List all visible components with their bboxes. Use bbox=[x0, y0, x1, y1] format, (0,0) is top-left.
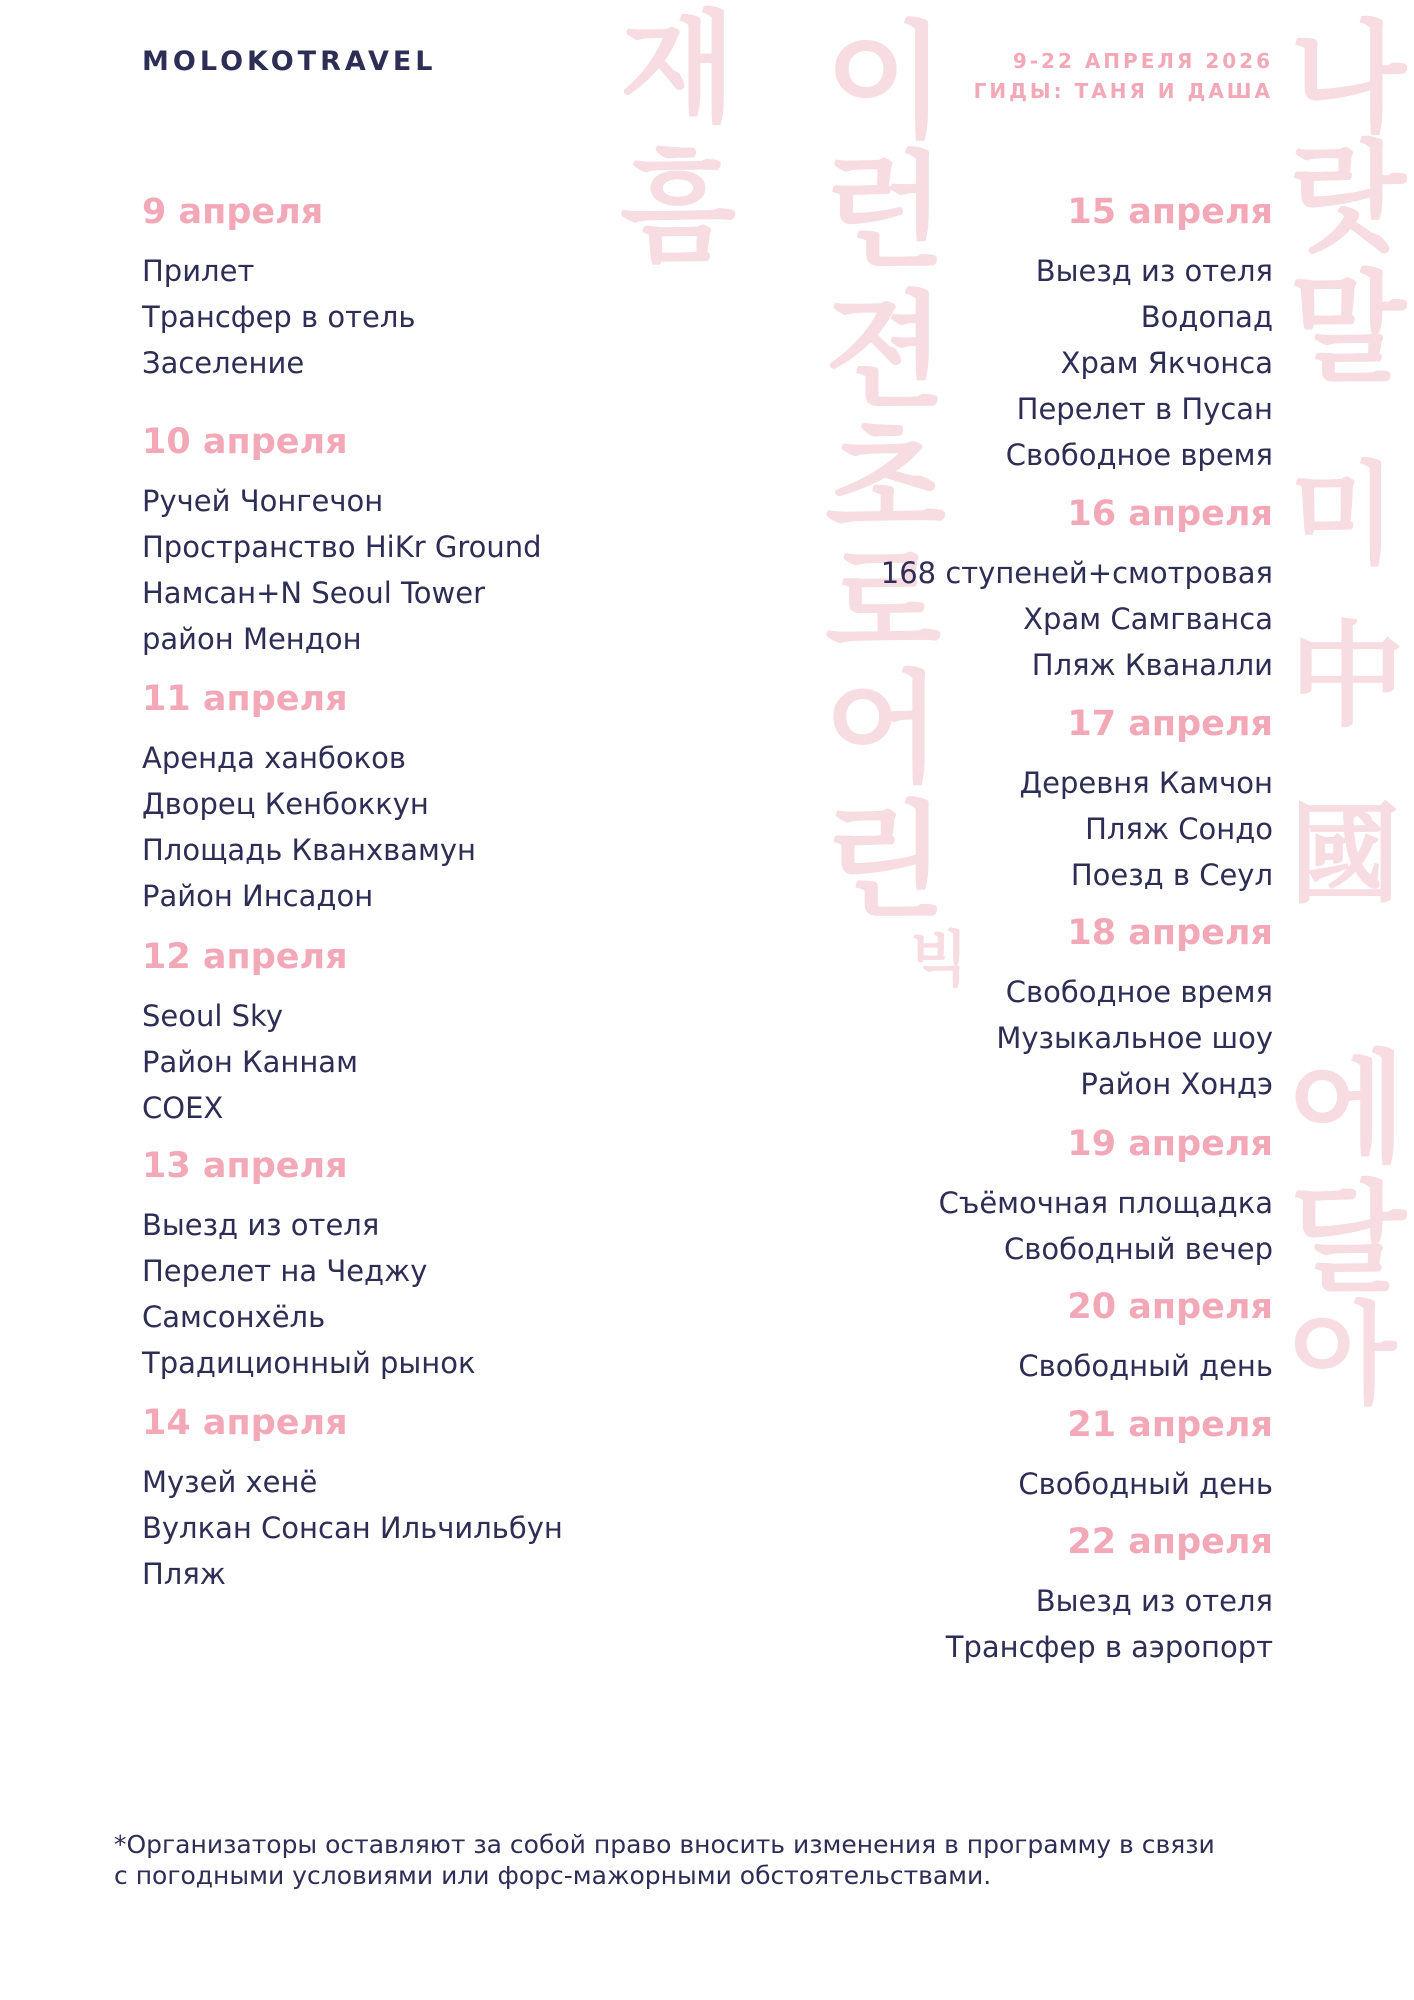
day-item: Пространство HiKr Ground bbox=[142, 530, 542, 564]
watermark-glyph: 이 bbox=[825, 10, 946, 155]
day-item: Музей хенё bbox=[142, 1465, 318, 1499]
day-item: Пляж Сондо bbox=[1085, 812, 1273, 846]
day-title: 17 апреля bbox=[1067, 704, 1273, 744]
day-title: 13 апреля bbox=[142, 1146, 348, 1186]
day-item: Ручей Чонгечон bbox=[142, 484, 384, 518]
day-block bbox=[713, 190, 1273, 478]
day-block bbox=[142, 1401, 662, 1597]
day-item: Храм Якчонса bbox=[1060, 346, 1273, 380]
footnote-line: с погодными условиями или форс-мажорными обстоятельствами. bbox=[114, 1861, 992, 1890]
footnote-line: *Организаторы оставляют за собой право вносить изменения в программу в связи bbox=[114, 1830, 1215, 1859]
day-item: Свободное время bbox=[1005, 975, 1273, 1009]
day-item: Съёмочная площадка bbox=[938, 1186, 1273, 1220]
watermark-glyph: 나 bbox=[1290, 10, 1406, 149]
day-item: район Мендон bbox=[142, 622, 362, 656]
day-item: Аренда ханбоков bbox=[142, 741, 406, 775]
day-block bbox=[142, 420, 662, 662]
day-block bbox=[713, 911, 1273, 1107]
watermark-glyph: 초 bbox=[825, 410, 946, 555]
day-block bbox=[142, 190, 662, 386]
watermark-glyph: 아 bbox=[1290, 1291, 1397, 1419]
day-item: Район Каннам bbox=[142, 1045, 358, 1079]
tour-guides: ГИДЫ: ТАНЯ И ДАША bbox=[973, 79, 1273, 103]
watermark-glyph: 린 bbox=[825, 790, 946, 935]
watermark-glyph: 흠 bbox=[620, 140, 736, 279]
day-item: Seoul Sky bbox=[142, 999, 283, 1033]
day-item: Выезд из отеля bbox=[1035, 1584, 1273, 1618]
day-item: Традиционный рынок bbox=[142, 1346, 476, 1380]
day-title: 11 апреля bbox=[142, 679, 348, 719]
watermark-glyph: 미 bbox=[1290, 451, 1397, 579]
watermark-glyph: 랏 bbox=[1290, 130, 1406, 269]
day-title: 12 апреля bbox=[142, 937, 348, 977]
watermark-glyph: 젼 bbox=[825, 280, 946, 425]
day-item: Пляж bbox=[142, 1557, 226, 1591]
watermark-glyph: 빅 bbox=[910, 925, 968, 995]
day-title: 15 апреля bbox=[1067, 192, 1273, 232]
day-item: Заселение bbox=[142, 346, 305, 380]
day-item: Свободный вечер bbox=[1003, 1232, 1273, 1266]
day-item: Свободный день bbox=[1018, 1467, 1273, 1501]
day-block bbox=[142, 935, 662, 1131]
day-title: 9 апреля bbox=[142, 192, 324, 232]
day-item: Трансфер в отель bbox=[142, 300, 416, 334]
day-item: Выезд из отеля bbox=[142, 1208, 380, 1242]
watermark-glyph: 런 bbox=[825, 140, 946, 285]
day-item: Деревня Камчон bbox=[1019, 766, 1273, 800]
schedule-left-column bbox=[142, 190, 662, 1590]
day-title: 20 апреля bbox=[1067, 1287, 1273, 1327]
day-item: Храм Самгванса bbox=[1023, 602, 1273, 636]
watermark-glyph: 재 bbox=[620, 0, 736, 139]
day-block bbox=[142, 1144, 662, 1386]
schedule-right-column bbox=[713, 190, 1273, 1690]
day-block bbox=[713, 1520, 1273, 1670]
day-item: Дворец Кенбоккун bbox=[142, 787, 429, 821]
day-item: Намсан+N Seoul Tower bbox=[142, 576, 486, 610]
day-block bbox=[713, 702, 1273, 898]
day-item: Водопад bbox=[1140, 300, 1273, 334]
day-item: Район Инсадон bbox=[142, 879, 374, 913]
tour-info bbox=[974, 46, 1273, 106]
day-title: 21 апреля bbox=[1067, 1405, 1273, 1445]
day-title: 10 апреля bbox=[142, 422, 348, 462]
day-item: Вулкан Сонсан Ильчильбун bbox=[142, 1511, 563, 1545]
watermark-glyph: 말 bbox=[1290, 260, 1406, 399]
day-item: Трансфер в аэропорт bbox=[945, 1630, 1273, 1664]
day-block bbox=[713, 1122, 1273, 1272]
day-block bbox=[713, 1285, 1273, 1389]
day-item: Поезд в Сеул bbox=[1070, 858, 1273, 892]
day-item: Свободный день bbox=[1018, 1349, 1273, 1383]
watermark-glyph: 어 bbox=[825, 660, 941, 799]
day-item: Выезд из отеля bbox=[1035, 254, 1273, 288]
brand-logo: MOLOKOTRAVEL bbox=[142, 46, 437, 77]
day-block bbox=[142, 677, 662, 919]
day-item: Свободное время bbox=[1005, 438, 1273, 472]
watermark-glyph: 에 bbox=[1290, 1040, 1406, 1179]
tour-dates: 9-22 АПРЕЛЯ 2026 bbox=[1012, 49, 1273, 73]
day-title: 19 апреля bbox=[1067, 1124, 1273, 1164]
watermark-glyph: 中 bbox=[1290, 610, 1406, 744]
day-block bbox=[713, 1403, 1273, 1507]
day-item: Перелет в Пусан bbox=[1016, 392, 1273, 426]
day-item: COEX bbox=[142, 1091, 224, 1125]
watermark-glyph: 달 bbox=[1290, 1170, 1406, 1309]
watermark-glyph: 國 bbox=[1290, 791, 1400, 919]
day-block bbox=[713, 492, 1273, 688]
day-item: Площадь Кванхвамун bbox=[142, 833, 476, 867]
day-item: Пляж Кваналли bbox=[1031, 648, 1273, 682]
day-title: 14 апреля bbox=[142, 1403, 348, 1443]
day-item: Перелет на Чеджу bbox=[142, 1254, 428, 1288]
watermark-glyph: 로 bbox=[825, 535, 941, 674]
day-item: Прилет bbox=[142, 254, 255, 288]
day-title: 22 апреля bbox=[1067, 1522, 1273, 1562]
day-item: 168 ступеней+смотровая bbox=[880, 556, 1273, 590]
day-title: 18 апреля bbox=[1067, 913, 1273, 953]
day-title: 16 апреля bbox=[1067, 494, 1273, 534]
disclaimer-footnote bbox=[114, 1829, 1314, 1891]
day-item: Район Хондэ bbox=[1080, 1067, 1273, 1101]
day-item: Самсонхёль bbox=[142, 1300, 326, 1334]
day-item: Музыкальное шоу bbox=[996, 1021, 1273, 1055]
